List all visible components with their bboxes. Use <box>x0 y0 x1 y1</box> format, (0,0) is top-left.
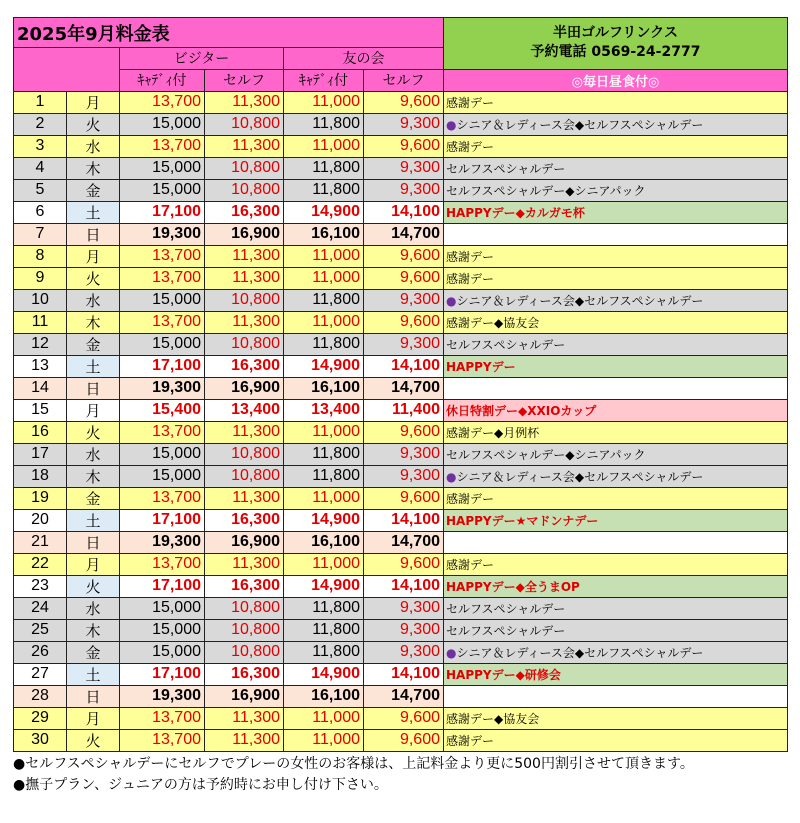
cell-event-note: HAPPYデー★マドンナデー <box>444 509 788 531</box>
cell-member-self: 9,600 <box>364 91 444 113</box>
cell-day: 木 <box>67 465 120 487</box>
price-table <box>13 17 788 752</box>
cell-day: 月 <box>67 553 120 575</box>
cell-date: 26 <box>14 641 67 663</box>
cell-member-caddie: 16,100 <box>284 223 364 245</box>
table-row <box>14 333 788 355</box>
cell-member-self: 9,300 <box>364 597 444 619</box>
cell-event-note: 感謝デー <box>444 487 788 509</box>
table-row <box>14 179 788 201</box>
cell-member-self: 14,700 <box>364 531 444 553</box>
table-row <box>14 707 788 729</box>
cell-visitor-caddie: 15,000 <box>120 641 205 663</box>
cell-member-caddie: 11,000 <box>284 267 364 289</box>
cell-visitor-self: 11,300 <box>205 311 284 333</box>
cell-visitor-self: 11,300 <box>205 553 284 575</box>
cell-visitor-self: 16,900 <box>205 685 284 707</box>
cell-member-caddie: 11,800 <box>284 289 364 311</box>
cell-event-note: HAPPYデー◆カルガモ杯 <box>444 201 788 223</box>
header-visitor-self: セルフ <box>205 69 284 91</box>
cell-member-self: 14,100 <box>364 355 444 377</box>
note-text: シニア＆レディース会◆セルフスペシャルデー <box>456 293 704 308</box>
cell-visitor-caddie: 13,700 <box>120 729 205 751</box>
cell-day: 水 <box>67 597 120 619</box>
cell-visitor-self: 11,300 <box>205 135 284 157</box>
cell-visitor-caddie: 15,000 <box>120 333 205 355</box>
cell-visitor-self: 10,800 <box>205 619 284 641</box>
cell-member-self: 9,600 <box>364 487 444 509</box>
table-row <box>14 223 788 245</box>
cell-event-note <box>444 223 788 245</box>
cell-visitor-self: 10,800 <box>205 333 284 355</box>
cell-visitor-caddie: 15,000 <box>120 289 205 311</box>
cell-member-self: 14,700 <box>364 223 444 245</box>
cell-member-caddie: 11,000 <box>284 729 364 751</box>
cell-event-note <box>444 531 788 553</box>
cell-visitor-self: 10,800 <box>205 597 284 619</box>
cell-member-self: 9,600 <box>364 245 444 267</box>
cell-event-note: 感謝デー <box>444 729 788 751</box>
cell-day: 金 <box>67 179 120 201</box>
cell-day: 木 <box>67 311 120 333</box>
table-row <box>14 377 788 399</box>
cell-day: 火 <box>67 113 120 135</box>
cell-member-caddie: 11,000 <box>284 135 364 157</box>
cell-visitor-caddie: 13,700 <box>120 245 205 267</box>
cell-visitor-self: 10,800 <box>205 465 284 487</box>
cell-member-self: 14,100 <box>364 663 444 685</box>
cell-member-caddie: 11,800 <box>284 113 364 135</box>
cell-visitor-caddie: 19,300 <box>120 377 205 399</box>
table-row <box>14 531 788 553</box>
lunch-banner: ◎毎日昼食付◎ <box>444 69 788 91</box>
cell-member-caddie: 11,000 <box>284 707 364 729</box>
cell-member-self: 14,700 <box>364 685 444 707</box>
cell-member-caddie: 11,000 <box>284 311 364 333</box>
table-row <box>14 553 788 575</box>
cell-event-note: 感謝デー <box>444 553 788 575</box>
table-row <box>14 443 788 465</box>
cell-date: 28 <box>14 685 67 707</box>
table-row <box>14 113 788 135</box>
cell-visitor-caddie: 13,700 <box>120 707 205 729</box>
cell-member-self: 9,300 <box>364 289 444 311</box>
cell-date: 30 <box>14 729 67 751</box>
cell-visitor-self: 16,300 <box>205 575 284 597</box>
cell-day: 土 <box>67 663 120 685</box>
cell-day: 日 <box>67 531 120 553</box>
cell-day: 木 <box>67 619 120 641</box>
cell-member-self: 14,700 <box>364 377 444 399</box>
cell-event-note: 感謝デー◆月例杯 <box>444 421 788 443</box>
cell-date: 11 <box>14 311 67 333</box>
cell-event-note <box>444 377 788 399</box>
cell-date: 20 <box>14 509 67 531</box>
cell-visitor-caddie: 13,700 <box>120 91 205 113</box>
bullet-icon: ● <box>446 469 457 484</box>
table-row <box>14 487 788 509</box>
cell-event-note: 感謝デー <box>444 245 788 267</box>
cell-event-note: セルフスペシャルデー <box>444 333 788 355</box>
cell-member-self: 9,600 <box>364 707 444 729</box>
cell-member-caddie: 14,900 <box>284 201 364 223</box>
cell-member-self: 9,600 <box>364 729 444 751</box>
cell-visitor-caddie: 13,700 <box>120 311 205 333</box>
cell-member-caddie: 11,000 <box>284 421 364 443</box>
cell-member-caddie: 14,900 <box>284 355 364 377</box>
cell-date: 5 <box>14 179 67 201</box>
table-row <box>14 685 788 707</box>
cell-date: 13 <box>14 355 67 377</box>
cell-member-self: 14,100 <box>364 575 444 597</box>
cell-event-note <box>444 113 788 135</box>
header-member-self: セルフ <box>364 69 444 91</box>
cell-event-note: セルフスペシャルデー◆シニアパック <box>444 179 788 201</box>
bullet-icon: ● <box>446 293 457 308</box>
cell-date: 17 <box>14 443 67 465</box>
table-row <box>14 311 788 333</box>
cell-visitor-caddie: 17,100 <box>120 575 205 597</box>
cell-day: 水 <box>67 443 120 465</box>
cell-date: 10 <box>14 289 67 311</box>
cell-member-caddie: 16,100 <box>284 377 364 399</box>
cell-day: 火 <box>67 575 120 597</box>
cell-member-self: 9,600 <box>364 553 444 575</box>
cell-visitor-self: 13,400 <box>205 399 284 421</box>
cell-date: 7 <box>14 223 67 245</box>
cell-visitor-self: 16,900 <box>205 377 284 399</box>
cell-day: 日 <box>67 223 120 245</box>
cell-visitor-self: 11,300 <box>205 487 284 509</box>
cell-member-caddie: 11,800 <box>284 179 364 201</box>
cell-date: 29 <box>14 707 67 729</box>
cell-date: 23 <box>14 575 67 597</box>
cell-visitor-caddie: 15,000 <box>120 157 205 179</box>
price-rows <box>14 91 788 751</box>
cell-visitor-self: 11,300 <box>205 421 284 443</box>
table-row <box>14 729 788 751</box>
cell-visitor-self: 11,300 <box>205 245 284 267</box>
cell-date: 19 <box>14 487 67 509</box>
cell-member-caddie: 11,000 <box>284 91 364 113</box>
bullet-icon: ● <box>446 645 457 660</box>
cell-visitor-caddie: 13,700 <box>120 135 205 157</box>
table-row <box>14 509 788 531</box>
cell-event-note: 休日特割デー◆XXIOカップ <box>444 399 788 421</box>
cell-visitor-self: 16,300 <box>205 201 284 223</box>
cell-visitor-caddie: 15,000 <box>120 465 205 487</box>
cell-event-note: HAPPYデー◆全うまOP <box>444 575 788 597</box>
table-row <box>14 575 788 597</box>
table-row <box>14 91 788 113</box>
price-table-container <box>13 17 788 796</box>
cell-event-note: 感謝デー <box>444 267 788 289</box>
cell-date: 12 <box>14 333 67 355</box>
cell-member-caddie: 16,100 <box>284 685 364 707</box>
cell-visitor-self: 10,800 <box>205 289 284 311</box>
cell-member-self: 9,300 <box>364 619 444 641</box>
cell-member-caddie: 11,800 <box>284 597 364 619</box>
cell-date: 14 <box>14 377 67 399</box>
note-text: シニア＆レディース会◆セルフスペシャルデー <box>456 469 704 484</box>
cell-visitor-caddie: 13,700 <box>120 487 205 509</box>
cell-visitor-self: 11,300 <box>205 267 284 289</box>
cell-visitor-self: 11,300 <box>205 707 284 729</box>
cell-date: 16 <box>14 421 67 443</box>
cell-date: 27 <box>14 663 67 685</box>
cell-member-self: 9,300 <box>364 465 444 487</box>
bullet-icon: ● <box>446 117 457 132</box>
header-member: 友の会 <box>284 48 444 70</box>
note-text: シニア＆レディース会◆セルフスペシャルデー <box>456 117 704 132</box>
header-visitor-caddie: ｷｬﾃﾞｨ付 <box>120 69 205 91</box>
cell-day: 土 <box>67 201 120 223</box>
cell-event-note: セルフスペシャルデー◆シニアパック <box>444 443 788 465</box>
cell-date: 21 <box>14 531 67 553</box>
cell-member-self: 9,300 <box>364 113 444 135</box>
cell-date: 15 <box>14 399 67 421</box>
table-row <box>14 289 788 311</box>
cell-event-note <box>444 465 788 487</box>
cell-visitor-self: 16,900 <box>205 223 284 245</box>
cell-visitor-self: 16,900 <box>205 531 284 553</box>
cell-member-self: 9,300 <box>364 157 444 179</box>
cell-event-note: 感謝デー <box>444 91 788 113</box>
cell-member-caddie: 11,000 <box>284 245 364 267</box>
table-row <box>14 641 788 663</box>
table-row <box>14 597 788 619</box>
cell-day: 月 <box>67 399 120 421</box>
cell-visitor-self: 10,800 <box>205 157 284 179</box>
cell-event-note: 感謝デー <box>444 135 788 157</box>
cell-member-self: 9,600 <box>364 267 444 289</box>
table-row <box>14 663 788 685</box>
cell-member-caddie: 16,100 <box>284 531 364 553</box>
cell-member-self: 9,600 <box>364 311 444 333</box>
table-row <box>14 355 788 377</box>
cell-date: 9 <box>14 267 67 289</box>
cell-visitor-caddie: 19,300 <box>120 685 205 707</box>
club-name: 半田ゴルフリンクス <box>552 25 679 42</box>
cell-member-self: 9,600 <box>364 135 444 157</box>
cell-member-caddie: 11,800 <box>284 619 364 641</box>
cell-day: 木 <box>67 157 120 179</box>
cell-day: 金 <box>67 641 120 663</box>
footer-notes <box>13 754 788 796</box>
cell-visitor-self: 11,300 <box>205 729 284 751</box>
cell-day: 水 <box>67 135 120 157</box>
table-row <box>14 201 788 223</box>
cell-member-caddie: 14,900 <box>284 509 364 531</box>
cell-member-self: 9,300 <box>364 333 444 355</box>
cell-member-caddie: 11,000 <box>284 487 364 509</box>
cell-visitor-self: 10,800 <box>205 113 284 135</box>
corner-cell <box>14 48 120 92</box>
header-visitor: ビジター <box>120 48 284 70</box>
table-row <box>14 619 788 641</box>
club-phone: 予約電話 0569-24-2777 <box>530 44 701 61</box>
cell-event-note: セルフスペシャルデー <box>444 157 788 179</box>
cell-date: 6 <box>14 201 67 223</box>
table-row <box>14 267 788 289</box>
cell-visitor-caddie: 17,100 <box>120 509 205 531</box>
cell-member-caddie: 11,800 <box>284 333 364 355</box>
cell-member-self: 9,300 <box>364 179 444 201</box>
table-row <box>14 245 788 267</box>
cell-date: 25 <box>14 619 67 641</box>
cell-event-note: 感謝デー◆協友会 <box>444 707 788 729</box>
cell-member-self: 9,300 <box>364 641 444 663</box>
cell-event-note <box>444 641 788 663</box>
cell-member-self: 11,400 <box>364 399 444 421</box>
footer-note: ●撫子プラン、ジュニアの方は予約時にお申し付け下さい。 <box>13 776 388 793</box>
table-row <box>14 421 788 443</box>
cell-member-caddie: 14,900 <box>284 663 364 685</box>
cell-day: 火 <box>67 729 120 751</box>
cell-visitor-caddie: 17,100 <box>120 355 205 377</box>
cell-event-note: HAPPYデー <box>444 355 788 377</box>
cell-event-note: HAPPYデー◆研修会 <box>444 663 788 685</box>
cell-visitor-self: 16,300 <box>205 509 284 531</box>
cell-event-note <box>444 685 788 707</box>
cell-event-note: 感謝デー◆協友会 <box>444 311 788 333</box>
cell-member-self: 9,300 <box>364 443 444 465</box>
cell-visitor-caddie: 15,000 <box>120 179 205 201</box>
cell-visitor-self: 10,800 <box>205 179 284 201</box>
cell-day: 火 <box>67 267 120 289</box>
cell-member-caddie: 13,400 <box>284 399 364 421</box>
cell-visitor-caddie: 13,700 <box>120 421 205 443</box>
cell-member-caddie: 11,800 <box>284 641 364 663</box>
cell-date: 18 <box>14 465 67 487</box>
note-text: シニア＆レディース会◆セルフスペシャルデー <box>456 645 704 660</box>
cell-member-self: 14,100 <box>364 201 444 223</box>
cell-visitor-self: 16,300 <box>205 663 284 685</box>
cell-event-note: セルフスペシャルデー <box>444 597 788 619</box>
cell-day: 月 <box>67 245 120 267</box>
cell-member-caddie: 11,800 <box>284 443 364 465</box>
cell-visitor-caddie: 17,100 <box>120 201 205 223</box>
cell-day: 水 <box>67 289 120 311</box>
cell-day: 土 <box>67 509 120 531</box>
cell-visitor-caddie: 19,300 <box>120 531 205 553</box>
cell-visitor-self: 10,800 <box>205 641 284 663</box>
cell-date: 1 <box>14 91 67 113</box>
cell-visitor-caddie: 15,000 <box>120 597 205 619</box>
table-row <box>14 465 788 487</box>
cell-visitor-caddie: 15,400 <box>120 399 205 421</box>
cell-event-note: セルフスペシャルデー <box>444 619 788 641</box>
cell-date: 24 <box>14 597 67 619</box>
cell-day: 日 <box>67 377 120 399</box>
cell-visitor-self: 16,300 <box>205 355 284 377</box>
cell-day: 金 <box>67 487 120 509</box>
table-row <box>14 157 788 179</box>
cell-day: 日 <box>67 685 120 707</box>
cell-visitor-self: 10,800 <box>205 443 284 465</box>
cell-day: 月 <box>67 707 120 729</box>
table-row <box>14 135 788 157</box>
cell-visitor-caddie: 15,000 <box>120 619 205 641</box>
cell-day: 月 <box>67 91 120 113</box>
header-member-caddie: ｷｬﾃﾞｨ付 <box>284 69 364 91</box>
cell-visitor-caddie: 17,100 <box>120 663 205 685</box>
cell-visitor-caddie: 13,700 <box>120 553 205 575</box>
cell-day: 火 <box>67 421 120 443</box>
cell-member-caddie: 11,000 <box>284 553 364 575</box>
cell-date: 8 <box>14 245 67 267</box>
cell-member-caddie: 11,800 <box>284 157 364 179</box>
cell-member-self: 9,600 <box>364 421 444 443</box>
club-info <box>444 18 788 70</box>
cell-visitor-caddie: 19,300 <box>120 223 205 245</box>
footer-note: ●セルフスペシャルデーにセルフでプレーの女性のお客様は、上記料金より更に500円割引させて頂きます。 <box>13 755 694 772</box>
cell-visitor-caddie: 15,000 <box>120 443 205 465</box>
page-title: 2025年9月料金表 <box>14 18 444 48</box>
cell-member-caddie: 11,800 <box>284 465 364 487</box>
cell-day: 土 <box>67 355 120 377</box>
cell-member-caddie: 14,900 <box>284 575 364 597</box>
cell-event-note <box>444 289 788 311</box>
table-row <box>14 399 788 421</box>
cell-visitor-caddie: 15,000 <box>120 113 205 135</box>
cell-visitor-self: 11,300 <box>205 91 284 113</box>
cell-member-self: 14,100 <box>364 509 444 531</box>
cell-date: 3 <box>14 135 67 157</box>
cell-date: 4 <box>14 157 67 179</box>
cell-day: 金 <box>67 333 120 355</box>
cell-visitor-caddie: 13,700 <box>120 267 205 289</box>
cell-date: 22 <box>14 553 67 575</box>
cell-date: 2 <box>14 113 67 135</box>
